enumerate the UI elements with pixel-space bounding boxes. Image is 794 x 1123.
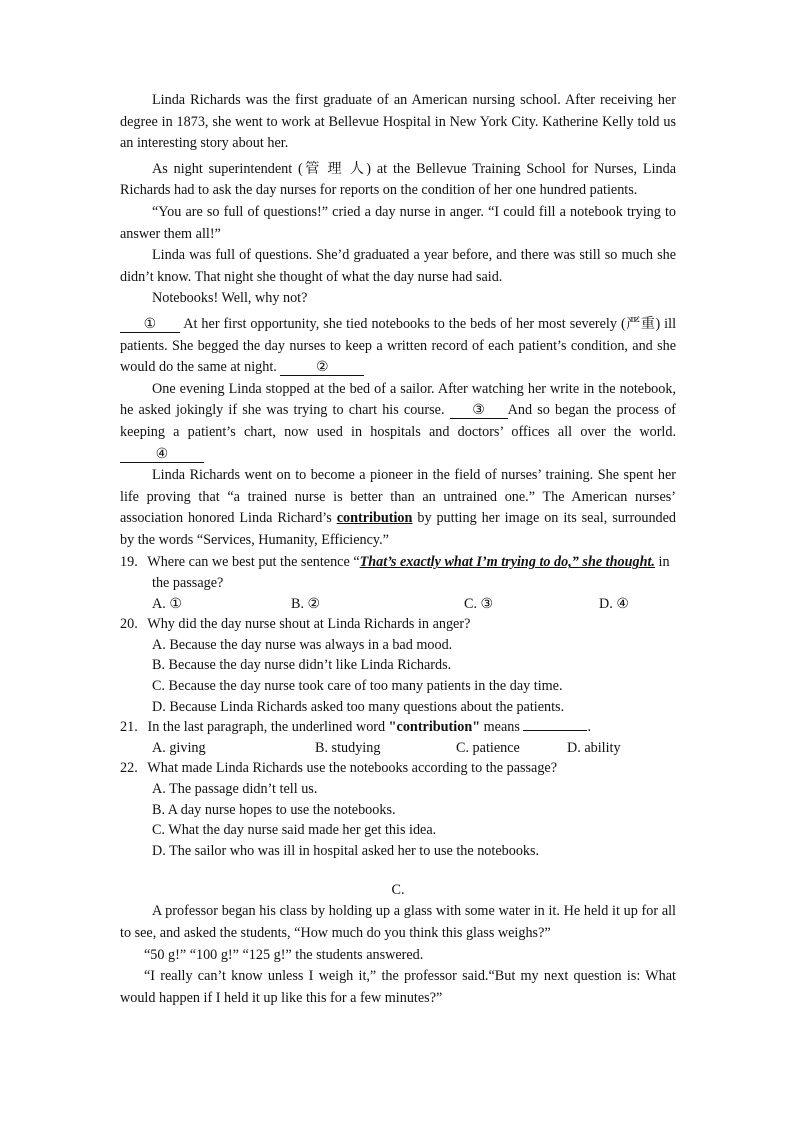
paragraph-sailor <box>120 379 676 465</box>
option: B. studying <box>315 739 381 756</box>
paragraph-day-nurse-quote: “You are so full of questions!” cried a day nurse in anger. “I could fill a notebook trying to answer them all!” <box>120 203 676 242</box>
option: C. Because the day nurse took care of too many patients in the day time. <box>152 678 563 695</box>
paragraph-notebooks: Notebooks! Well, why not? <box>152 290 308 307</box>
question-number: 21. <box>120 719 138 736</box>
question-stem-end: in the passage? <box>152 554 670 592</box>
option: C. What the day nurse said made her get this idea. <box>152 822 437 839</box>
question-stem-end: means <box>483 719 520 736</box>
option: A. Because the day nurse was always in a bad mood. <box>152 636 453 653</box>
paragraph-pioneer <box>120 465 676 551</box>
paragraph-superintendent: As night superintendent (管 理 人) at the Bellevue Training School for Nurses, Linda Richards had to ask the day nurses for reports on the condition of her one hundred patients. <box>120 160 676 199</box>
paragraph-sailor-text-2: And so began the process of keeping a patient’s chart, now used in hospitals and doctors’ offices all over the world. <box>120 402 677 440</box>
option: B. A day nurse hopes to use the notebooks. <box>152 801 396 818</box>
document-page <box>120 90 676 1009</box>
paragraph-first-opportunity-text: At her first opportunity, she tied notebooks to the beds of her most severely (严重) ill patients. She begged the day nurses to keep a written record of each patient’s condition, and she would do the same at night. <box>120 315 677 376</box>
question-21-options <box>120 738 676 759</box>
underlined-word-contribution: contribution <box>336 510 413 527</box>
paragraph-full-of-questions: Linda was full of questions. She’d graduated a year before, and there was still so much she didn’t know. That night she thought of what the day nurse had said. <box>120 247 676 285</box>
question-19-options <box>120 594 676 615</box>
question-keyword: "contribution" <box>388 719 481 736</box>
question-19 <box>120 552 676 593</box>
paragraph-professor: A professor began his class by holding up a glass with some water in it. He held it up for all to see, and asked the students, “How much do you think this glass weighs?” <box>120 903 676 941</box>
section-title: C. <box>391 882 405 899</box>
question-stem: Why did the day nurse shout at Linda Richards in anger? <box>147 616 471 633</box>
option: D. The sailor who was ill in hospital asked her to use the notebooks. <box>152 842 540 859</box>
option: B. ② <box>291 595 321 612</box>
question-number: 20. <box>120 616 138 633</box>
question-stem: In the last paragraph, the underlined word <box>147 719 386 736</box>
paragraph-answers: “50 g!” “100 g!” “125 g!” the students answered. <box>144 946 424 963</box>
option: A. giving <box>152 739 206 756</box>
blank-3: ③ <box>450 403 508 419</box>
option: A. The passage didn’t tell us. <box>152 781 318 797</box>
paragraph-first-opportunity <box>120 314 676 379</box>
option: D. ability <box>567 739 621 756</box>
option: B. Because the day nurse didn’t like Linda Richards. <box>152 657 452 674</box>
paragraph-sailor-text: One evening Linda stopped at the bed of a sailor. After watching her write in the notebook, he asked jokingly if she was trying to chart his course. <box>120 380 676 419</box>
paragraph-pioneer-text-2: by putting her image on its seal, surrounded by the words “Services, Humanity, Efficiency.” <box>120 510 677 548</box>
question-number: 22. <box>120 760 138 777</box>
option: C. ③ <box>464 595 494 612</box>
option: D. ④ <box>599 595 630 612</box>
paragraph-intro: Linda Richards was the first graduate of an American nursing school. After receiving her degree in 1873, she went to work at Bellevue Hospital in New York City. Katherine Kelly told us an interesting story about her. <box>120 92 676 152</box>
question-quote: That’s exactly what I’m trying to do,” she thought. <box>359 554 655 571</box>
option: C. patience <box>456 739 520 756</box>
option: A. ① <box>152 595 183 612</box>
paragraph-next-question: “I really can’t know unless I weigh it,” the professor said.“But my next question is: What would happen if I held it up like this for a few minutes?” <box>120 968 676 1006</box>
question-stem: What made Linda Richards use the notebooks according to the passage? <box>147 760 558 777</box>
question-22 <box>120 758 676 779</box>
question-21: 21. In the last paragraph, the underlined word "contribution" means . <box>120 717 676 738</box>
blank-1: ① <box>120 317 180 333</box>
question-number: 19. <box>120 554 138 571</box>
question-20 <box>120 614 676 635</box>
option: D. Because Linda Richards asked too many questions about the patients. <box>152 698 565 715</box>
question-stem: Where can we best put the sentence “ <box>147 554 360 571</box>
paragraph-pioneer-text: Linda Richards went on to become a pioneer in the field of nurses’ training. She spent her life proving that “a trained nurse is better than an untrained one.” The American nurses’ association honored Linda Richard’s <box>120 467 676 527</box>
blank-4: ④ <box>120 447 204 463</box>
answer-blank <box>523 730 587 731</box>
blank-2: ② <box>280 360 364 376</box>
